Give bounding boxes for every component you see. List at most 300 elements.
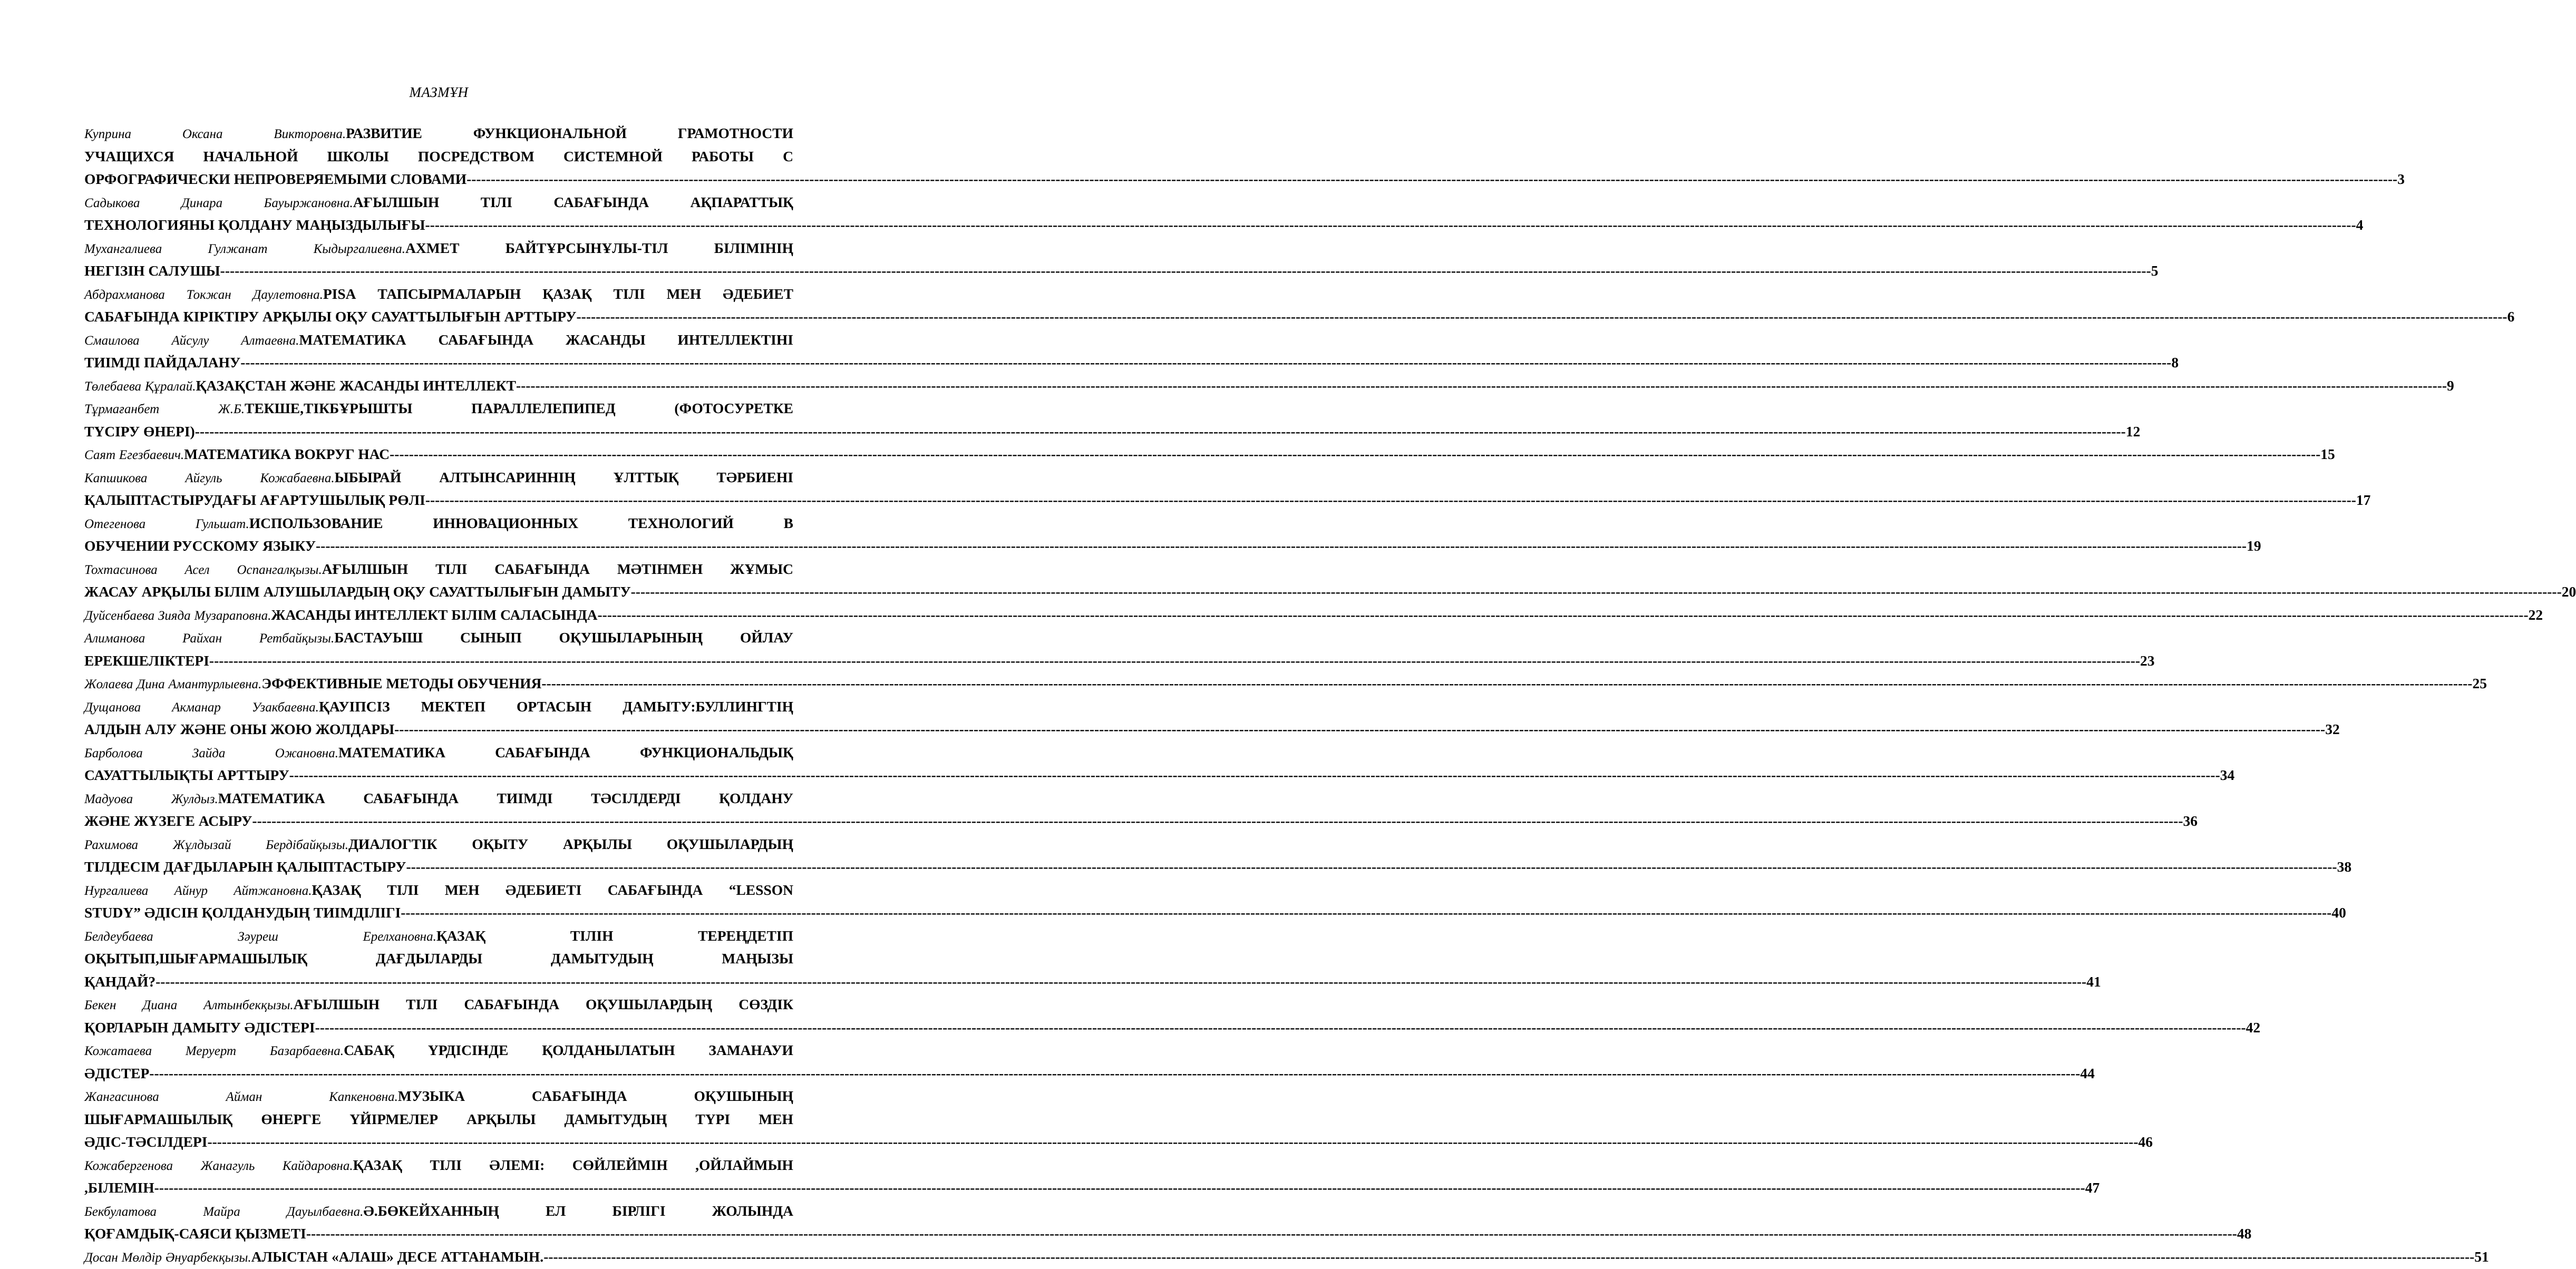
entry-title: ҚОҒАМДЫҚ-САЯСИ bbox=[84, 1222, 231, 1245]
author-title-join bbox=[252, 695, 390, 719]
author-name: Отегенова bbox=[84, 513, 145, 536]
toc-entry-line bbox=[84, 420, 793, 443]
entry-title: МЕН bbox=[759, 1108, 793, 1131]
entry-title: ФУНКЦИОНАЛЬНОЙ bbox=[473, 122, 627, 145]
author-name: Төлебаева bbox=[84, 375, 141, 398]
entry-title: ТІЛІ bbox=[406, 993, 438, 1016]
toc-entry[interactable] bbox=[84, 672, 793, 695]
page-number: 47 bbox=[2085, 1176, 2100, 1199]
entry-title: ИНТЕЛЛЕКТ bbox=[355, 603, 448, 627]
entry-title: ЕЛ bbox=[546, 1199, 566, 1223]
toc-entry[interactable] bbox=[84, 466, 793, 512]
entry-title: PISA bbox=[323, 282, 356, 306]
dot-leader: ---------------------------------------------------------------------------------------------------------------------------------------------------------------------------------------------------------------------------------------------------------------------------------------------------------------------------------------------------------------------------------------------------------------- bbox=[541, 672, 2472, 695]
toc-entry[interactable] bbox=[84, 374, 793, 397]
toc-entry-line bbox=[84, 1039, 793, 1062]
entry-title: ҚОЛДАНЫЛАТЫН bbox=[542, 1039, 675, 1062]
toc-entry-line bbox=[84, 466, 793, 489]
entry-title: ТӘСІЛДЕРДІ bbox=[591, 787, 681, 810]
entry-title: ҚОЛДАНУ bbox=[218, 213, 293, 237]
dot-leader: ---------------------------------------------------------------------------------------------------------------------------------------------------------------------------------------------------------------------------------------------------------------------------------------------------------------------------------------------------------------------------------------------------------------- bbox=[209, 649, 2140, 672]
toc-entry[interactable] bbox=[84, 695, 793, 741]
entry-title: СӨЗДІК bbox=[738, 993, 793, 1016]
toc-entry-line bbox=[84, 787, 793, 810]
entry-title: АРТТЫРУ bbox=[217, 764, 289, 787]
page-number: 42 bbox=[2246, 1016, 2261, 1039]
page-number: 3 bbox=[2397, 168, 2405, 191]
author-name: Алиманова bbox=[84, 627, 145, 650]
entry-title: ОҚУШЫЛАРЫНЫҢ bbox=[559, 626, 703, 649]
author-name: Куприна bbox=[84, 123, 131, 146]
dot-leader: ---------------------------------------------------------------------------------------------------------------------------------------------------------------------------------------------------------------------------------------------------------------------------------------------------------------------------------------------------------------------------------------------------------------- bbox=[598, 603, 2529, 627]
entry-title: АРҚЫЛЫ bbox=[563, 833, 632, 856]
entry-title: ТҮСІРУ bbox=[84, 420, 140, 443]
entry-title: ТІЛІ bbox=[481, 191, 512, 214]
entry-title: САЛАСЫНДА bbox=[500, 603, 597, 627]
entry-title: МАТЕМАТИКА bbox=[299, 328, 406, 352]
entry-text bbox=[84, 420, 195, 443]
entry-title: ҮЙІРМЕЛЕР bbox=[349, 1108, 438, 1131]
dot-leader: ---------------------------------------------------------------------------------------------------------------------------------------------------------------------------------------------------------------------------------------------------------------------------------------------------------------------------------------------------------------------------------------------------------------- bbox=[390, 443, 2320, 466]
toc-entry[interactable] bbox=[84, 558, 793, 603]
toc-entry-line bbox=[84, 237, 793, 260]
entry-title: ШКОЛЫ bbox=[327, 145, 389, 168]
author-name: Базарбаевна. bbox=[270, 1040, 344, 1063]
entry-title: ОЙЛАУ bbox=[740, 626, 793, 649]
toc-entry-line bbox=[84, 145, 793, 168]
table-of-contents-page bbox=[84, 84, 793, 1268]
author-title-join bbox=[241, 328, 406, 353]
entry-title: ҰЛТТЫҚ bbox=[614, 466, 679, 489]
entry-title: ЖӘНЕ bbox=[290, 374, 336, 397]
toc-entry-line bbox=[84, 213, 793, 237]
entry-title: ҮРДІСІНДЕ bbox=[428, 1039, 509, 1062]
entry-title: АЛУ bbox=[145, 718, 177, 741]
entry-title: ӨНЕРІ) bbox=[143, 420, 195, 443]
author-name: Ожановна. bbox=[275, 742, 338, 765]
entry-title: Ә.БӨКЕЙХАННЫҢ bbox=[363, 1199, 499, 1223]
entry-text bbox=[84, 970, 155, 993]
page-title: МАЗМҰН bbox=[84, 84, 793, 101]
author-title-join bbox=[264, 191, 440, 215]
toc-entry-line bbox=[84, 1130, 793, 1154]
entry-title: ҚАЗАҚСТАН bbox=[196, 374, 286, 397]
author-name: Жангасинова bbox=[84, 1086, 159, 1109]
page-number: 34 bbox=[2220, 764, 2235, 787]
author-title-join bbox=[260, 466, 401, 490]
author-name: Токжан bbox=[187, 284, 231, 307]
author-name: Дуйсенбаева bbox=[84, 604, 154, 628]
entry-title: ПОСРЕДСТВОМ bbox=[418, 145, 534, 168]
toc-entry-line bbox=[84, 878, 793, 902]
toc-entry[interactable] bbox=[84, 237, 793, 282]
page-number: 4 bbox=[2356, 213, 2364, 237]
toc-entry-line bbox=[84, 1108, 793, 1131]
dot-leader: ---------------------------------------------------------------------------------------------------------------------------------------------------------------------------------------------------------------------------------------------------------------------------------------------------------------------------------------------------------------------------------------------------------------- bbox=[401, 901, 2331, 924]
entry-title: МЕН bbox=[445, 878, 480, 902]
entry-title: САБАҒЫНДА bbox=[553, 191, 649, 214]
entry-title: ,ОЙЛАЙМЫН bbox=[695, 1154, 793, 1177]
author-name: Барболова bbox=[84, 742, 143, 765]
author-title-join bbox=[259, 626, 423, 650]
entry-title: ЖҰМЫС bbox=[730, 558, 793, 581]
entry-title: АҒЫЛШЫН bbox=[322, 558, 408, 581]
entry-title: МАТЕМАТИКА bbox=[184, 443, 291, 466]
author-name: Оспангалқызы. bbox=[237, 559, 322, 582]
author-title-join bbox=[171, 787, 325, 811]
entry-title: ҚАЗАҚ bbox=[542, 282, 591, 306]
author-name: Рахимова bbox=[84, 834, 138, 857]
entry-title: ИНТЕЛЛЕКТ bbox=[423, 374, 516, 397]
page-number: 5 bbox=[2151, 259, 2159, 282]
toc-entry[interactable] bbox=[84, 122, 793, 191]
entry-title: НАС bbox=[358, 443, 390, 466]
author-name: Мөлдір bbox=[122, 1246, 162, 1269]
dot-leader: ---------------------------------------------------------------------------------------------------------------------------------------------------------------------------------------------------------------------------------------------------------------------------------------------------------------------------------------------------------------------------------------------------------------- bbox=[516, 374, 2447, 397]
page-number: 20 bbox=[2562, 580, 2576, 603]
author-name: Жанагуль bbox=[201, 1155, 255, 1178]
entry-title: ОРТАСЫН bbox=[517, 695, 591, 718]
author-name: Ретбайқызы. bbox=[259, 627, 334, 650]
toc-entry-line bbox=[84, 1085, 793, 1108]
toc-entry[interactable] bbox=[84, 878, 793, 924]
toc-entry-line bbox=[84, 558, 793, 581]
toc-entry-line bbox=[84, 1199, 793, 1223]
dot-leader: ---------------------------------------------------------------------------------------------------------------------------------------------------------------------------------------------------------------------------------------------------------------------------------------------------------------------------------------------------------------------------------------------------------------- bbox=[220, 259, 2151, 282]
author-name: Асел bbox=[185, 559, 210, 582]
entry-title: МАҢЫЗЫ bbox=[722, 947, 793, 970]
entry-title: СИСТЕМНОЙ bbox=[563, 145, 663, 168]
dot-leader: ---------------------------------------------------------------------------------------------------------------------------------------------------------------------------------------------------------------------------------------------------------------------------------------------------------------------------------------------------------------------------------------------------------------- bbox=[155, 970, 2086, 993]
toc-entry-line bbox=[84, 649, 793, 672]
entry-title: СЫНЫП bbox=[460, 626, 522, 649]
entry-title: ДЕСЕ bbox=[397, 1245, 437, 1268]
entry-title: ҚАЗАҚ bbox=[353, 1154, 402, 1177]
entry-title: ОҚЫТЫП,ШЫҒАРМАШЫЛЫҚ bbox=[84, 947, 307, 970]
page-number: 8 bbox=[2171, 351, 2179, 374]
entry-text bbox=[84, 649, 209, 672]
entry-text bbox=[84, 1062, 149, 1085]
entry-text bbox=[84, 672, 541, 696]
dot-leader: ---------------------------------------------------------------------------------------------------------------------------------------------------------------------------------------------------------------------------------------------------------------------------------------------------------------------------------------------------------------------------------------------------------------- bbox=[315, 1016, 2246, 1039]
toc-entry[interactable] bbox=[84, 603, 793, 627]
entry-title: ДАМЫТУДЫҢ bbox=[551, 947, 654, 970]
toc-entry-line bbox=[84, 1062, 793, 1085]
entry-title: ҚАЗАҚ bbox=[436, 924, 485, 948]
author-name: Меруерт bbox=[186, 1040, 236, 1063]
toc-entry[interactable] bbox=[84, 626, 793, 672]
entry-text bbox=[84, 534, 316, 558]
author-title-join bbox=[266, 833, 437, 857]
toc-entry[interactable] bbox=[84, 993, 793, 1039]
entry-title: ТІЛІ bbox=[614, 282, 645, 306]
entry-title: РӨЛІ bbox=[388, 489, 425, 512]
dot-leader: ---------------------------------------------------------------------------------------------------------------------------------------------------------------------------------------------------------------------------------------------------------------------------------------------------------------------------------------------------------------------------------------------------------------- bbox=[466, 168, 2397, 191]
entry-title: РУССКОМУ bbox=[173, 534, 259, 558]
entry-title: НАЧАЛЬНОЙ bbox=[203, 145, 298, 168]
author-name: Викторовна. bbox=[274, 123, 346, 146]
entry-title: ӘДЕБИЕТІ bbox=[506, 878, 582, 902]
author-name: Бердібайқызы. bbox=[266, 834, 348, 857]
entry-title: ТИІМДІЛІГІ bbox=[314, 901, 401, 924]
author-name: Кыдыргалиевна. bbox=[314, 238, 405, 261]
entry-title: ӘДІС-ТӘСІЛДЕРІ bbox=[84, 1130, 207, 1154]
entry-title: КІРІКТІРУ bbox=[183, 305, 259, 328]
entry-title: ОҚУ bbox=[335, 305, 368, 328]
entry-text bbox=[84, 603, 598, 628]
author-name: Тохтасинова bbox=[84, 559, 158, 582]
entry-title: ЕРЕКШЕЛІКТЕРІ bbox=[84, 649, 209, 672]
author-name: Зәуреш bbox=[238, 925, 278, 949]
entry-title: БІРЛІГІ bbox=[613, 1199, 666, 1223]
entry-title: ПАРАЛЛЕЛЕПИПЕД bbox=[471, 397, 616, 420]
entry-text bbox=[84, 855, 406, 878]
entry-text bbox=[84, 213, 425, 237]
dot-leader: ---------------------------------------------------------------------------------------------------------------------------------------------------------------------------------------------------------------------------------------------------------------------------------------------------------------------------------------------------------------------------------------------------------------- bbox=[306, 1222, 2237, 1245]
toc-entry[interactable] bbox=[84, 1245, 793, 1268]
entry-title: ҚАНДАЙ? bbox=[84, 970, 155, 993]
entry-title: САБАҒЫНДА bbox=[363, 787, 459, 810]
toc-entry-line bbox=[84, 695, 793, 718]
entry-title: ЗАМАНАУИ bbox=[708, 1039, 793, 1062]
author-name: Кожабаевна. bbox=[260, 467, 334, 490]
dot-leader: ---------------------------------------------------------------------------------------------------------------------------------------------------------------------------------------------------------------------------------------------------------------------------------------------------------------------------------------------------------------------------------------------------------------- bbox=[154, 1176, 2085, 1199]
author-name: Дауылбаевна. bbox=[287, 1200, 363, 1224]
entry-title: АТТАНАМЫН. bbox=[441, 1245, 543, 1268]
entry-title: ЖӘНЕ bbox=[180, 718, 226, 741]
toc-entry[interactable] bbox=[84, 1039, 793, 1085]
author-name: Саят bbox=[84, 444, 115, 467]
dot-leader: ---------------------------------------------------------------------------------------------------------------------------------------------------------------------------------------------------------------------------------------------------------------------------------------------------------------------------------------------------------------------------------------------------------------- bbox=[425, 213, 2356, 237]
toc-entry-line bbox=[84, 833, 793, 856]
page-number: 40 bbox=[2331, 901, 2346, 924]
entry-title: ТӘРБИЕНІ bbox=[717, 466, 793, 489]
entry-title: ЭФФЕКТИВНЫЕ bbox=[261, 672, 382, 695]
author-title-join bbox=[275, 741, 445, 765]
toc-entry-line bbox=[84, 993, 793, 1016]
author-name: Бекбулатова bbox=[84, 1200, 157, 1224]
toc-entry-line bbox=[84, 512, 793, 535]
toc-entry[interactable] bbox=[84, 741, 793, 787]
toc-entry[interactable] bbox=[84, 328, 793, 374]
entry-title: САБАҒЫНДА bbox=[495, 741, 590, 764]
entry-text bbox=[84, 1176, 154, 1199]
toc-entry[interactable] bbox=[84, 787, 793, 833]
page-number: 25 bbox=[2472, 672, 2487, 695]
entry-title: ОБУЧЕНИЯ bbox=[457, 672, 541, 695]
toc-entry-line bbox=[84, 282, 793, 306]
entry-title: БАЙТҰРСЫНҰЛЫ-ТІЛ bbox=[506, 237, 668, 260]
toc-entry[interactable] bbox=[84, 1085, 793, 1154]
entry-title: РАБОТЫ bbox=[692, 145, 754, 168]
entry-title: БІЛІМ bbox=[451, 603, 497, 627]
entry-title: ҚАЛЫПТАСТЫРУДАҒЫ bbox=[84, 489, 256, 512]
author-name: Музараповна. bbox=[195, 604, 271, 628]
entry-title: ТЕКШЕ,ТІКБҰРЫШТЫ bbox=[245, 397, 412, 420]
entry-text bbox=[84, 718, 394, 741]
entry-title: ЖАСАУ bbox=[84, 580, 138, 603]
toc-entry-line bbox=[84, 1245, 793, 1268]
author-name: Зияда bbox=[158, 604, 191, 628]
entry-title: ТІЛІ bbox=[430, 1154, 462, 1177]
entry-title: РАЗВИТИЕ bbox=[346, 122, 422, 145]
entry-title: ДИАЛОГТІК bbox=[348, 833, 438, 856]
author-name: Егезбаевич. bbox=[119, 444, 184, 467]
entry-title: АЛУШЫЛАРДЫҢ bbox=[264, 580, 390, 603]
author-name: Мухангалиева bbox=[84, 238, 162, 261]
author-name: Алтаевна. bbox=[241, 329, 299, 353]
entry-title: АРҚЫЛЫ bbox=[466, 1108, 536, 1131]
entry-title: ЖОЛЫНДА bbox=[712, 1199, 793, 1223]
entry-title: ПАЙДАЛАНУ bbox=[144, 351, 240, 374]
entry-title: ТИІМДІ bbox=[497, 787, 553, 810]
author-title-join bbox=[252, 282, 356, 307]
author-title-join bbox=[234, 878, 361, 903]
toc-entry[interactable] bbox=[84, 443, 793, 466]
entry-text bbox=[84, 351, 240, 374]
dot-leader: ---------------------------------------------------------------------------------------------------------------------------------------------------------------------------------------------------------------------------------------------------------------------------------------------------------------------------------------------------------------------------------------------------------------- bbox=[406, 855, 2337, 878]
entry-title: ДАҒДЫЛАРДЫ bbox=[376, 947, 482, 970]
author-name: Бекен bbox=[84, 994, 116, 1017]
author-name: Даулетовна. bbox=[252, 284, 323, 307]
entry-title: АРТТЫРУ bbox=[504, 305, 577, 328]
entry-title: ТАПСЫРМАЛАРЫН bbox=[377, 282, 521, 306]
entry-title: ӘДЕБИЕТ bbox=[723, 282, 793, 306]
author-title-join bbox=[363, 924, 486, 949]
entry-title: СЛОВАМИ bbox=[390, 168, 466, 191]
toc-entry[interactable] bbox=[84, 1199, 793, 1245]
entry-title: ИСПОЛЬЗОВАНИЕ bbox=[249, 512, 383, 535]
entry-title: САЛУШЫ bbox=[148, 259, 220, 282]
author-title-join bbox=[203, 993, 380, 1017]
entry-title: УЧАЩИХСЯ bbox=[84, 145, 174, 168]
author-name: Капшикова bbox=[84, 467, 147, 490]
author-name: Акманар bbox=[172, 696, 221, 719]
author-name: Досан bbox=[84, 1246, 118, 1269]
entry-title: ФУНКЦИОНАЛЬДЫҚ bbox=[640, 741, 793, 764]
entry-text bbox=[84, 580, 631, 603]
author-title-join bbox=[287, 1199, 499, 1224]
toc-entry-line bbox=[84, 764, 793, 787]
entry-title: ЫБЫРАЙ bbox=[335, 466, 402, 489]
entry-title: ЖАСАНДЫ bbox=[271, 603, 351, 627]
toc-entry[interactable] bbox=[84, 512, 793, 558]
author-name: Дущанова bbox=[84, 696, 141, 719]
entry-text bbox=[84, 1222, 306, 1245]
toc-entry[interactable] bbox=[84, 924, 793, 993]
entry-title: НЕПРОВЕРЯЕМЫМИ bbox=[234, 168, 387, 191]
entry-title: МӘТІНМЕН bbox=[617, 558, 703, 581]
entry-title: ҚОРЛАРЫН bbox=[84, 1016, 169, 1039]
author-name: Кожабергенова bbox=[84, 1155, 173, 1178]
entry-title: АЛДЫН bbox=[84, 718, 141, 741]
author-name: Жулдыз. bbox=[171, 788, 218, 811]
author-name: Динара bbox=[181, 192, 222, 215]
entry-title: АЛЫСТАН bbox=[251, 1245, 328, 1268]
toc-entry-line bbox=[84, 809, 793, 833]
author-name: Дина bbox=[137, 673, 164, 696]
author-name: Тұрмағанбет bbox=[84, 398, 159, 421]
page-number: 48 bbox=[2237, 1222, 2252, 1245]
dot-leader: ---------------------------------------------------------------------------------------------------------------------------------------------------------------------------------------------------------------------------------------------------------------------------------------------------------------------------------------------------------------------------------------------------------------- bbox=[289, 764, 2220, 787]
entry-title: ЖҮЗЕГЕ bbox=[134, 809, 195, 833]
toc-entry-line bbox=[84, 1154, 793, 1177]
toc-entry-line bbox=[84, 718, 793, 741]
toc-entry-line bbox=[84, 191, 793, 214]
toc-entry-line bbox=[84, 901, 793, 924]
entry-title: БІЛІМ bbox=[215, 580, 260, 603]
author-title-join bbox=[274, 122, 422, 146]
entry-title: АРҚЫЛЫ bbox=[263, 305, 332, 328]
entry-title: ТІЛДЕСІМ bbox=[84, 855, 160, 878]
author-name: Райхан bbox=[182, 627, 222, 650]
author-name: Белдеубаева bbox=[84, 925, 153, 949]
entry-title: В bbox=[784, 512, 793, 535]
toc-entry-line bbox=[84, 924, 793, 948]
toc-entry-line bbox=[84, 489, 793, 512]
author-title-join bbox=[218, 397, 413, 421]
entry-title: ҚОЛДАНУДЫҢ bbox=[202, 901, 310, 924]
entry-text bbox=[84, 1130, 207, 1154]
entry-title: ВОКРУГ bbox=[295, 443, 354, 466]
author-name: Кайдаровна. bbox=[283, 1155, 353, 1178]
entry-title: ӘЛЕМІ: bbox=[489, 1154, 545, 1177]
toc-entry[interactable] bbox=[84, 282, 793, 328]
entry-title: ЖАСАНДЫ bbox=[566, 328, 645, 352]
toc-entry[interactable] bbox=[84, 833, 793, 878]
toc-entry-line bbox=[84, 259, 793, 282]
page-number: 32 bbox=[2325, 718, 2340, 741]
author-name: Жұлдызай bbox=[173, 834, 231, 857]
author-name: Зайда bbox=[192, 742, 226, 765]
author-name: Құралай. bbox=[145, 375, 196, 398]
entry-title: ЖАСАНДЫ bbox=[339, 374, 419, 397]
entry-title: БІЛІМІНІҢ bbox=[714, 237, 793, 260]
entry-title: ИНТЕЛЛЕКТІНІ bbox=[677, 328, 793, 352]
entry-text bbox=[84, 168, 466, 191]
entry-title: ӘДІСІН bbox=[144, 901, 198, 924]
toc-entry-line bbox=[84, 970, 793, 993]
toc-entry[interactable] bbox=[84, 191, 793, 237]
page-number: 51 bbox=[2474, 1245, 2489, 1268]
entry-text bbox=[84, 374, 516, 398]
toc-entry-line bbox=[84, 351, 793, 374]
author-title-join bbox=[196, 512, 383, 536]
entry-title: ТЕХНОЛОГИЯНЫ bbox=[84, 213, 215, 237]
toc-list bbox=[84, 122, 793, 1268]
dot-leader: ---------------------------------------------------------------------------------------------------------------------------------------------------------------------------------------------------------------------------------------------------------------------------------------------------------------------------------------------------------------------------------------------------------------- bbox=[195, 420, 2126, 443]
toc-entry[interactable] bbox=[84, 397, 793, 443]
entry-title: ӘДІСТЕРІ bbox=[245, 1016, 315, 1039]
dot-leader: ---------------------------------------------------------------------------------------------------------------------------------------------------------------------------------------------------------------------------------------------------------------------------------------------------------------------------------------------------------------------------------------------------------------- bbox=[543, 1245, 2474, 1268]
entry-title: (ФОТОСУРЕТКЕ bbox=[674, 397, 793, 420]
author-name: Айсулу bbox=[172, 329, 209, 353]
entry-title: АХМЕТ bbox=[405, 237, 459, 260]
entry-title: МАТЕМАТИКА bbox=[338, 741, 445, 764]
entry-title: САУАТТЫЛЫҚТЫ bbox=[84, 764, 213, 787]
page-number: 15 bbox=[2320, 443, 2335, 466]
toc-entry[interactable] bbox=[84, 1154, 793, 1199]
dot-leader: ---------------------------------------------------------------------------------------------------------------------------------------------------------------------------------------------------------------------------------------------------------------------------------------------------------------------------------------------------------------------------------------------------------------- bbox=[207, 1130, 2138, 1154]
author-name: Айман bbox=[226, 1086, 263, 1109]
dot-leader: ---------------------------------------------------------------------------------------------------------------------------------------------------------------------------------------------------------------------------------------------------------------------------------------------------------------------------------------------------------------------------------------------------------------- bbox=[577, 305, 2507, 328]
entry-title: ЖОЮ bbox=[270, 718, 312, 741]
author-title-join bbox=[329, 1085, 465, 1109]
entry-title: ҚЫЗМЕТІ bbox=[235, 1222, 306, 1245]
entry-title: ТІЛІН bbox=[570, 924, 614, 948]
entry-title: ЖОЛДАРЫ bbox=[316, 718, 395, 741]
entry-title: ГРАМОТНОСТИ bbox=[678, 122, 793, 145]
